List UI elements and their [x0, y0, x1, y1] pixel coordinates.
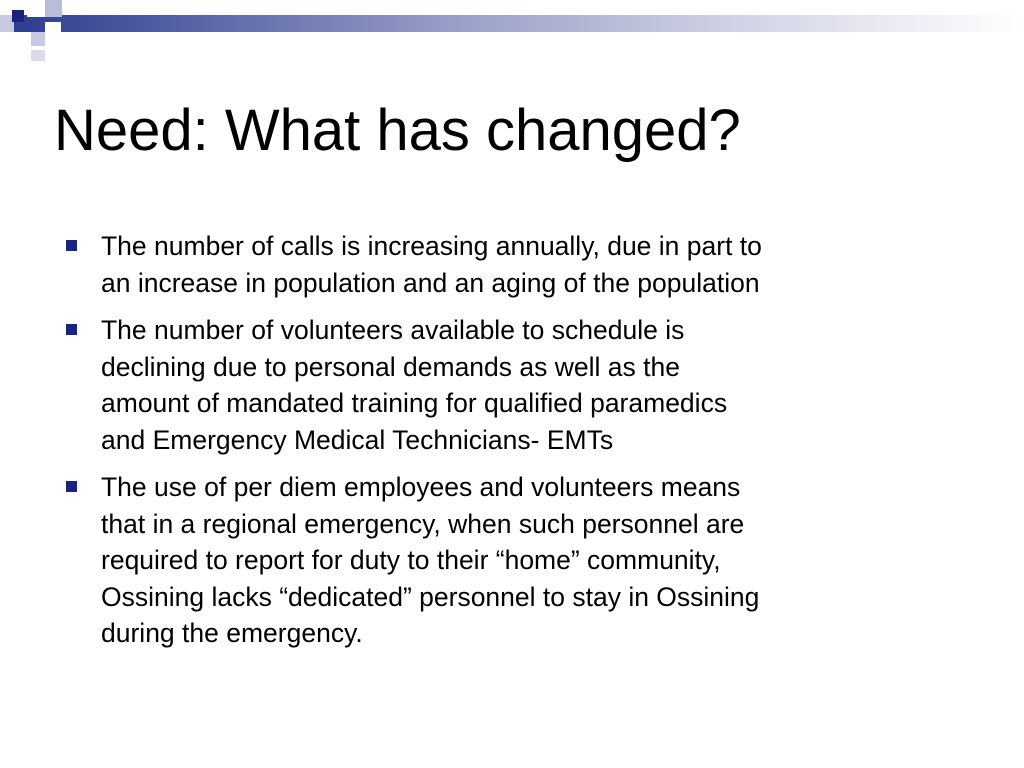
bullet-line: Ossining lacks “dedicated” personnel to stay in Ossining — [101, 581, 760, 612]
bullet-item-calls — [66, 228, 966, 301]
header-gradient-bar — [0, 15, 1024, 32]
square-bullet-icon — [66, 324, 77, 335]
bullet-line: and Emergency Medical Technicians- EMTs — [101, 424, 614, 455]
bullet-line: that in a regional emergency, when such personnel are — [101, 508, 745, 539]
square-bullet-icon — [66, 240, 77, 251]
bullet-line: declining due to personal demands as well as the — [101, 351, 680, 382]
header-square-mid — [45, 0, 62, 17]
header-square-light-lower — [31, 32, 45, 46]
bullet-list — [66, 228, 966, 663]
bullet-line: during the emergency. — [101, 618, 363, 648]
header-square-dark — [12, 10, 24, 22]
bullet-item-per-diem — [66, 469, 966, 652]
bullet-line: an increase in population and an aging of the population — [101, 267, 760, 298]
header-square-white — [27, 0, 45, 17]
bullet-line: required to report for duty to their “home” community, — [101, 545, 721, 575]
header-square-faint — [31, 50, 45, 61]
bullet-item-volunteers — [66, 312, 966, 458]
bullet-line: The use of per diem employees and volunteers means — [101, 472, 741, 502]
bullet-line: The number of calls is increasing annually, due in part to — [101, 231, 762, 261]
slide-title: Need: What has changed? — [54, 98, 741, 163]
square-bullet-icon — [66, 481, 77, 492]
bullet-line: The number of volunteers available to schedule is — [101, 315, 685, 345]
header-square-white-lower — [45, 22, 61, 32]
bullet-line: amount of mandated training for qualified paramedics — [101, 388, 728, 418]
